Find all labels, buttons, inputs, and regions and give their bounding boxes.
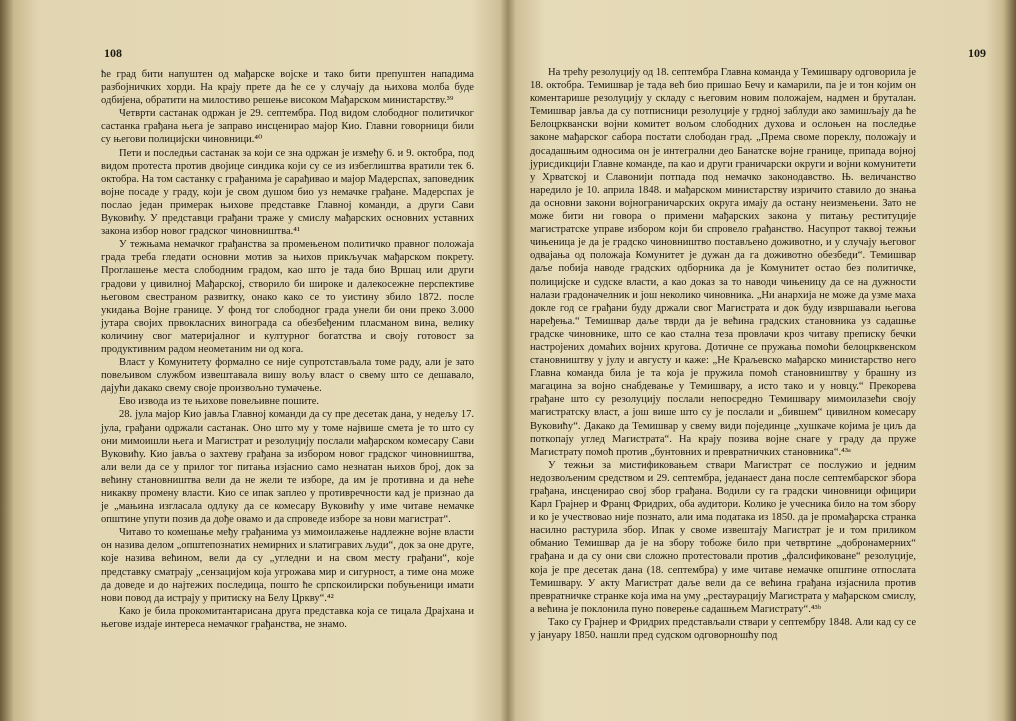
- page-number: 109: [968, 46, 986, 60]
- paragraph: У тежњама немачког грађанства за промењеном политичко правног положаја града треба гледати основни мотив за њихов прикључак мађарском покрету. Проглашење места слободним градом, као што је тада био Вршац или други градови у цивилној Мађарској, створило би широке и далекосежне перспективе његовом свестраном развитку, онако како се то уистину збило 1872. после укидања Војне границе. У фонд тог слободног града унели би они преко 3.000 јутара својих првокласних винограда са обезбеђеним пласманом вина, велику количину свог материјалног и културног богатства и своју готовост за продуктивним радом неометаним ни од кога.: [101, 239, 474, 355]
- paragraph: На трећу резолуцију од 18. септембра Главна команда у Темишвару одговорила је 18. октобра. Темишвар је тада већ био пришао Бечу и камарили, па је и тон којим он коментарише резолуцију у складу с његовим новим положајем, надмен и бруталан. Темишвар јавља да су потписници резолуције у грдној заблуди ако замишљају да ће Белоцрквански војни комитет вољом слободних духова и ослоњен на последње законе мађарског сабора постати слободан град. „Према своме пореклу, положају и досадашњим односима он је интегрални део Банатске војне границе, припада војној јурисдикцији Главне команде, па као и други граничарски округи и војни комунитети у Хрватској и Славонији потпада под немачко законодавство. Њ. величанство наредило је 10. априла 1848. и мађарском министарству изричито ставило до знања да основни закони војнограничарских округа имају да остану неизмењени. Зато не може бити ни говора о примени мађарских закона у питању реституције магистратске управе избором који би спровело грађанство. Насупрот таквој тежњи чињеница је да је градско чиновништво постављено доживотно, и у случају његовог одвајања од положаја Комунитет је дужан да га доживотно обезбеди“. Темишвар даље побија наводе градских одборника да је Комунитет остао без политичке, полицијске и судске власти, а као доказ за то наводи чињеницу да се на дужности налази градоначелник и још неколико чиновника. „Ни анархија не може да узме маха докле год се грађани буду држали свог Магистрата и док буду извршавали његова наређења.“ Темишвар даље тврди да је већина градских становника уз садашње градске чиновнике, што се као стална теза провлачи кроз читаву преписку бечки настројених домаћих војних кругова. Дотичне се пружања помоћи белоцрквенском становништву у јулу и августу и каже: „Не Краљевско мађарско министарство него Главна команда била је та која је пружила помоћ становништву у брашну из магацина за војно снабдевање у Темишвару, а исто тако и у новцу.“ Прекорева грађане што су резолуцију послали непосредно Темишвару мимоилазећи своју магистратску власт, а још више што су је послали и „бившем“ цивилном комесару Вуковићу“. Дакако да Темишвар у свему види појединце „хушкаче којима је циљ да поткопају углед Магистрата“. На крају позива војне снаге у граду да пруже Магистрату помоћ против „бунтовних и превратничких становника“.⁴³ᵃ: [530, 67, 916, 458]
- paragraph: Како је била прокомитантарисана друга представка која се тицала Драјхана и његове издаје интереса немачког грађанства, не знамо.: [101, 605, 474, 630]
- paragraph: Пети и последњи састанак за који се зна одржан је између 6. и 9. октобра, под видом протеста против двојице синдика који су се из избеглиштва вратили тек 6. октобра. На том састанку с грађанима је сарађивао и мајор Мадерспах, заповедник војне посаде у граду, који је свом душом био уз немачке грађане. Мадерспах је послао један примерак њихове представке Главној команди, а други Сави Вуковићу. У представци грађани траже у смислу мађарских основних уставних закона избор новог градског чиновништва.⁴¹: [101, 147, 474, 238]
- page-body: [101, 68, 474, 631]
- paragraph: ће град бити напуштен од мађарске војске и тако бити препуштен нападима разбојничких хорди. На крају прете да ће се у случају да њихова молба буде одбијена, обратити на милостиво решење високом Мађарском министарству.³⁹: [101, 69, 474, 107]
- paragraph: Тако су Грајнер и Фридрих представљали ствари у септембру 1848. Али кад су се у јануару 1850. нашли пред судском одговорношћу под: [530, 616, 916, 642]
- paragraph: Ево извода из те њихове повељивне пошите.: [119, 396, 320, 408]
- left-page: [18, 0, 502, 721]
- paragraph: Читаво то комешање међу грађанима уз мимоилажење надлежне војне власти он назива делом „општепознатих немирних и ѕлатигравих људи“, док за оне друге, које назива већином, вели да су „угледни и на свом месту грађани“, које представку сматрају „сензацијом која угрожава мир и сигурност, а тиме она може да доведе и до најтежих последица, пошто ће српскоилирски побуњеници имати нови повод да истрају у притиску на Белу Цркву“.⁴²: [101, 527, 474, 604]
- page-body: [530, 66, 916, 642]
- right-page: [514, 0, 998, 721]
- paragraph: Четврти састанак одржан је 29. септембра. Под видом слободног политичког састанка грађана њега је заправо инсценирао мајор Кио. Главни говорници били су његови полицијски чиновници.⁴⁰: [101, 108, 474, 146]
- paragraph: 28. јула мајор Кио јавља Главној команди да су пре десетак дана, у недељу 17. јула, грађани одржали састанак. Оно што му у томе највише смета је то што су они мимоишли њега и Магистрат и резолуцију послали мађарском комесару Сави Вуковићу. Кио јавља о захтеву грађана за избором новог градског чиновништва, али вели да се у прилог тог питања изјаснио само незнатан њихов број, док за већину становништва вели да не жели те изборе, да им је противна и да неће никакву промену власти. Кио се ипак заплео у противречности кад је признао да је „мањина изгласала одлуку да се комесару Вуковићу у име читаве немачке општине упути позив да дође овамо и да спроведе изборе за нови магистрат“.: [101, 409, 474, 526]
- page-number: 108: [104, 46, 122, 60]
- paragraph: Власт у Комунитету формално се није супротстављала томе раду, али је зато повељивом службом извештавала вишу вољу власт о свему што се дешавало, дајући дакако свему своје произвољно тумачење.: [101, 357, 474, 395]
- paragraph: У тежњи за мистификовањем ствари Магистрат се послужио и једним недозвољеним средством и 29. септембра, једанаест дана после септембарског збора грађана, инсценирао свој збор грађана. Водили су га градски чиновници официри Карл Грајнер и Франц Фридрих, оба аудитори. Колико је учесника било на том збору и ко је учествовао није познато, али има података из 1850. да је промађарска странка насилно растурила збор. Ипак у своме извештају Магистрат је и том приликом обманио Темишвар да је на збору тобоже било при четвртине „добронамерних“ грађана и да су они сви сложно протестовали против „фалсификоване“ резолуције, која је пре десетак дана (18. септембра) у име читаве немачке општине отпослата Темишвару. У акту Магистрат даље вели да се већина грађана изјаснила против превратничке странке која има на уму „рестаурацију Магистрата у мађарском смислу, а већина је поклонила пуно поверење садашњем Магистрату“.⁴³ᵇ: [530, 459, 916, 615]
